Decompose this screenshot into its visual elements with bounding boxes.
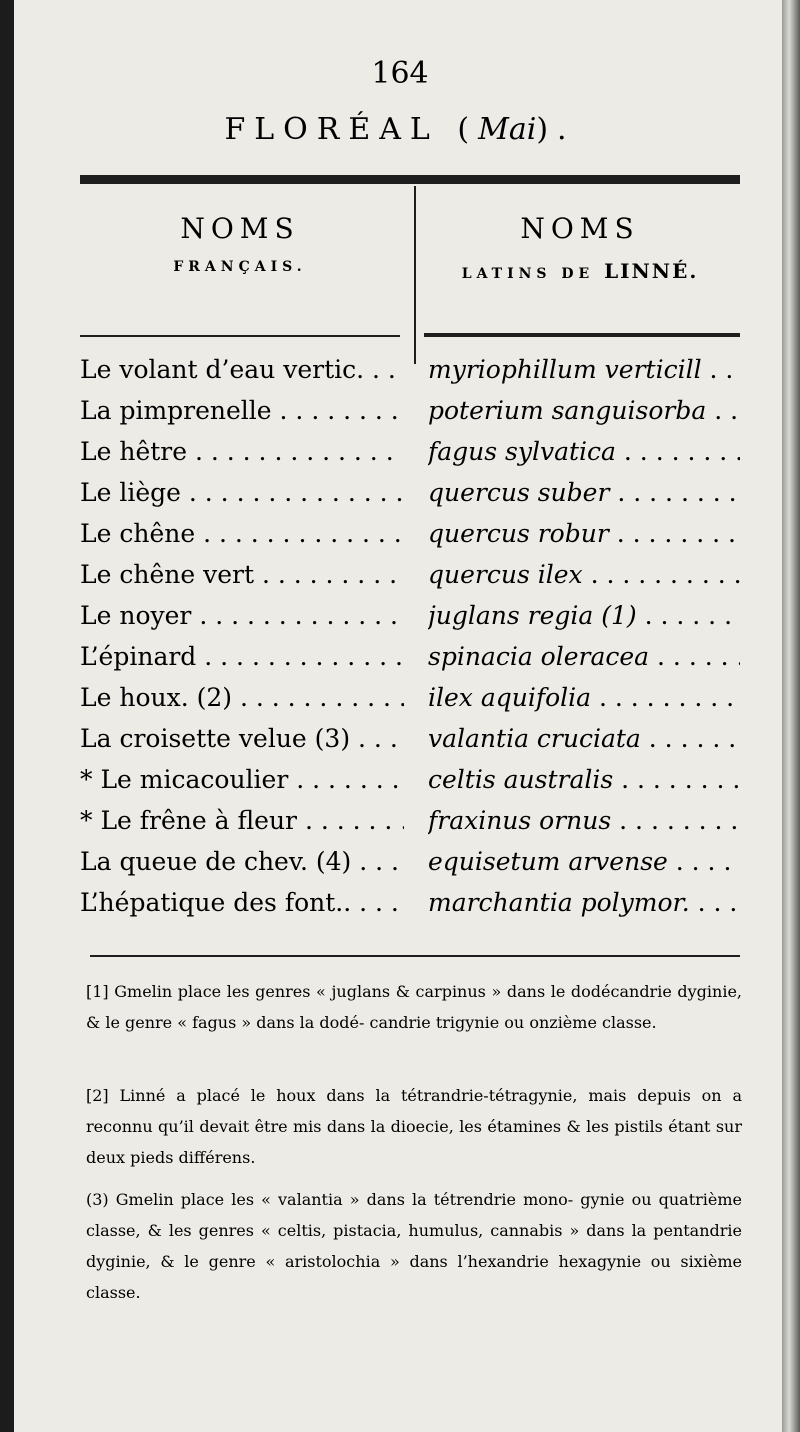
french-name: L’hépatique des font.. . . . <box>80 888 404 917</box>
right-header-underline <box>424 333 740 337</box>
header-rule <box>80 175 740 184</box>
footnote-1: [1] Gmelin place les genres « juglans & carpinus » dans le dodécandrie dyginie, & le genre « fagus » dans la dodé- candrie trigynie ou onzième classe. <box>86 982 742 1032</box>
table-row <box>0 806 800 848</box>
french-name: La queue de chev. (4) . . . <box>80 847 404 876</box>
latin-name: poterium sanguisorba . . . <box>428 396 740 425</box>
latin-name: fraxinus ornus . . . <box>428 806 740 835</box>
latin-name: quercus ilex . . . <box>428 560 740 589</box>
linne-name: LINNÉ. <box>604 259 699 283</box>
table-row <box>0 437 800 479</box>
french-name: La croisette velue (3) . . . <box>80 724 404 753</box>
french-name: La pimprenelle . . . <box>80 396 404 425</box>
french-name: L’épinard . . . <box>80 642 404 671</box>
french-name: Le chêne vert . . . <box>80 560 404 589</box>
table-row <box>0 519 800 561</box>
french-heading: NOMS <box>180 212 300 245</box>
latin-subheading <box>420 259 740 283</box>
table-row <box>0 560 800 602</box>
latin-name: spinacia oleracea . . . <box>428 642 740 671</box>
french-subheading: FRANÇAIS. <box>173 259 307 275</box>
paren-close: ). <box>536 112 576 147</box>
table-row <box>0 847 800 889</box>
table-row <box>0 642 800 684</box>
latin-name: valantia cruciata . . . <box>428 724 740 753</box>
latin-subheading-text: LATINS DE <box>461 266 605 282</box>
french-name: * Le micacoulier . . . <box>80 765 404 794</box>
left-header-underline <box>80 335 400 337</box>
table-row <box>0 601 800 643</box>
french-name: Le houx. (2) . . . <box>80 683 404 712</box>
footnote-2: [2] Linné a placé le houx dans la tétrandrie-tétragynie, mais depuis on a reconnu qu’il devait être mis dans la dioecie, les étamines & les pistils étant sur deux pieds différens. <box>86 1086 742 1167</box>
footnote-3: (3) Gmelin place les « valantia » dans la tétrendrie mono- gynie ou quatrième classe, & les genres « celtis, pistacia, humulus, cannabis » dans la pentandrie dyginie, & le genre « aristolochia » dans l’hexandrie hexagynie ou sixième classe. <box>86 1190 742 1302</box>
table-row <box>0 355 800 397</box>
table-row <box>0 888 800 930</box>
french-name: Le volant d’eau vertic. . . . <box>80 355 404 384</box>
french-name: * Le frêne à fleur . . . <box>80 806 404 835</box>
table-row <box>0 683 800 725</box>
latin-name: fagus sylvatica . . . <box>428 437 740 466</box>
french-name: Le chêne . . . <box>80 519 404 548</box>
table-row <box>0 396 800 438</box>
footnote-separator <box>90 955 740 957</box>
latin-name: myriophillum verticill . . . <box>428 355 740 384</box>
month-name: FLORÉAL <box>224 112 439 147</box>
french-name: Le liège . . . <box>80 478 404 507</box>
running-title <box>0 112 800 147</box>
column-divider <box>414 186 416 364</box>
table-row <box>0 765 800 807</box>
latin-name: quercus suber . . . <box>428 478 740 507</box>
table-row <box>0 724 800 766</box>
latin-name: equisetum arvense . . . <box>428 847 740 876</box>
page-number: 164 <box>371 56 429 91</box>
latin-names-header <box>420 212 740 283</box>
month-gloss: Mai <box>478 112 537 147</box>
french-names-header <box>80 212 400 275</box>
latin-name: juglans regia (1) . . . <box>428 601 740 630</box>
latin-name: ilex aquifolia . . . <box>428 683 740 712</box>
latin-name: celtis australis . . . <box>428 765 740 794</box>
paren-open: ( <box>457 112 479 147</box>
latin-heading: NOMS <box>520 212 640 245</box>
french-name: Le hêtre . . . <box>80 437 404 466</box>
table-row <box>0 478 800 520</box>
latin-name: quercus robur . . . <box>428 519 740 548</box>
latin-name: marchantia polymor. . . . <box>428 888 740 917</box>
french-name: Le noyer . . . <box>80 601 404 630</box>
